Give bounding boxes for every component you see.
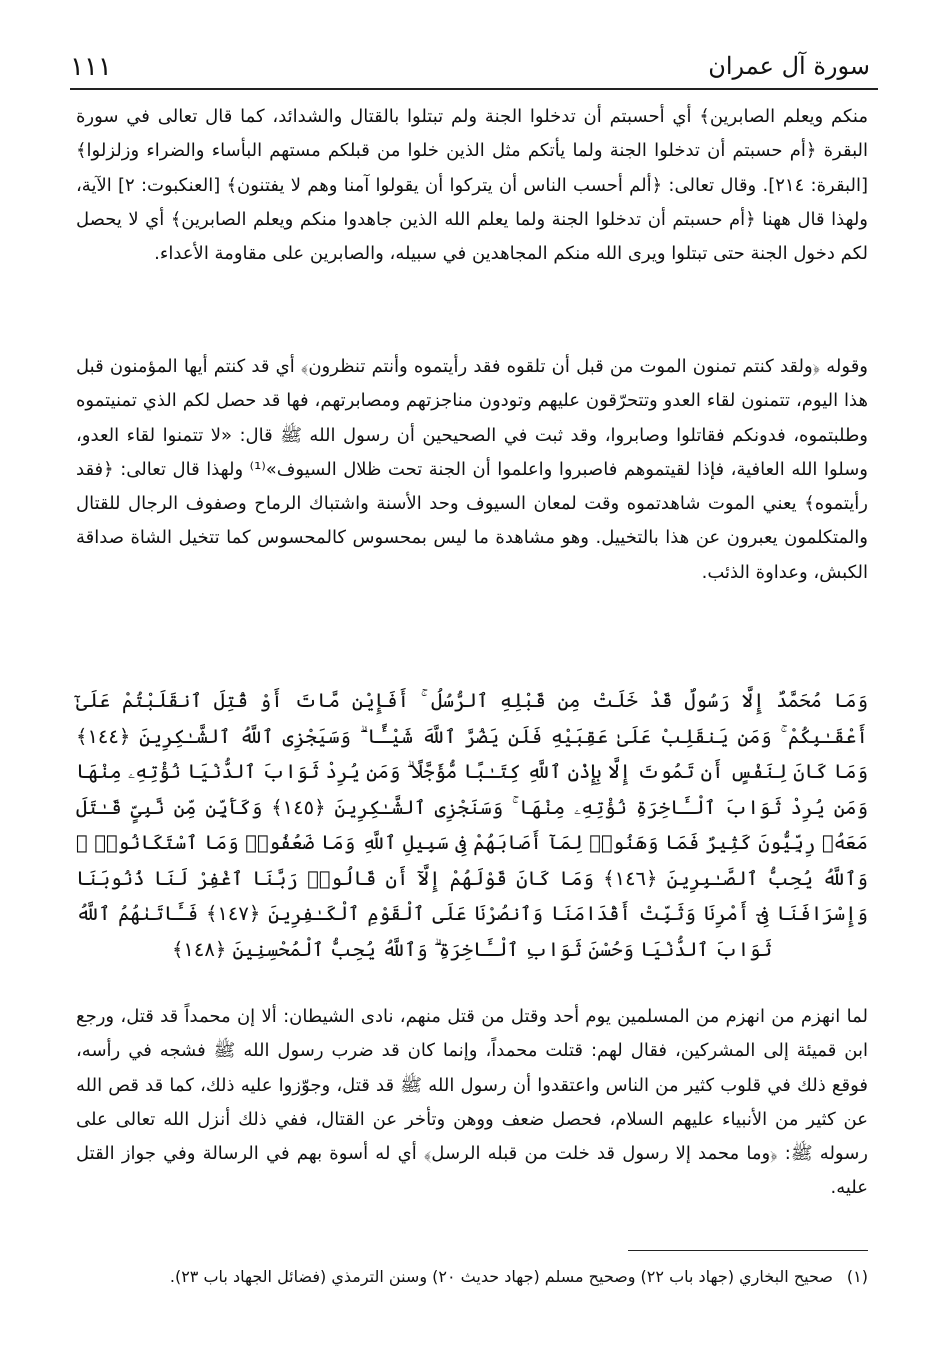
- surah-title: سورة آل عمران: [708, 52, 870, 80]
- paragraph-1-block: [76, 100, 868, 271]
- footnote: [76, 1262, 868, 1292]
- commentary-paragraph-1: منكم ويعلم الصابرين﴾ أي أحسبتم أن تدخلوا الجنة ولم تبتلوا بالقتال والشدائد، كما قال تعالى في سورة البقرة ﴿أم حسبتم أن تدخلوا الجنة ولما يأتكم مثل الذين خلوا من قبلكم مستهم البأساء والضراء وزلزلوا﴾ [البقرة: ٢١٤]. وقال تعالى: ﴿ألم أحسب الناس أن يتركوا أن يقولوا آمنا وهم لا يفتنون﴾ [العنكبوت: ٢] الآية، ولهذا قال ههنا ﴿أم حسبتم أن تدخلوا الجنة ولما يعلم الله الذين جاهدوا منكم ويعلم الصابرين﴾ أي لا يحصل لكم دخول الجنة حتى تبتلوا ويرى الله منكم المجاهدين في سبيله، والصابرين على مقاومة الأعداء.: [76, 106, 868, 265]
- page-number: ١١١: [70, 52, 112, 82]
- quran-verses-text: وَمَا مُحَمَّدٌ إِلَّا رَسُولٌ قَدْ خَلَتْ مِن قَبْلِهِ ٱلرُّسُلُ ۚ أَفَإِيْن مَّاتَ أَوْ قُتِلَ ٱنقَلَبْتُمْ عَلَىٰٓ أَعْقَـٰبِكُمْ ۚ وَمَن يَنقَلِبْ عَلَىٰ عَقِبَيْهِ فَلَن يَضُرَّ ٱللَّهَ شَيْـًٔا ۗ وَسَيَجْزِى ٱللَّهُ ٱلشَّـٰكِرِينَ ﴿١٤٤﴾ وَمَا كَانَ لِنَفْسٍ أَن تَمُوتَ إِلَّا بِإِذْنِ ٱللَّهِ كِتَـٰبًا مُّؤَجَّلًا ۗ وَمَن يُرِدْ ثَوَابَ ٱلدُّنْيَا نُؤْتِهِۦ مِنْهَا وَمَن يُرِدْ ثَوَابَ ٱلْـَٔاخِرَةِ نُؤْتِهِۦ مِنْهَا ۚ وَسَنَجْزِى ٱلشَّـٰكِرِينَ ﴿١٤٥﴾ وَكَأَيِّن مِّن نَّبِىٍّ قَـٰتَلَ مَعَهُۥ رِبِّيُّونَ كَثِيرٌ فَمَا وَهَنُوا۟ لِمَآ أَصَابَهُمْ فِى سَبِيلِ ٱللَّهِ وَمَا ضَعُفُوا۟ وَمَا ٱسْتَكَانُوا۟ ۗ وَٱللَّهُ يُحِبُّ ٱلصَّـٰبِرِينَ ﴿١٤٦﴾ وَمَا كَانَ قَوْلَهُمْ إِلَّآ أَن قَالُوا۟ رَبَّنَا ٱغْفِرْ لَنَا ذُنُوبَنَا وَإِسْرَافَنَا فِىٓ أَمْرِنَا وَثَبِّتْ أَقْدَامَنَا وَٱنصُرْنَا عَلَى ٱلْقَوْمِ ٱلْكَـٰفِرِينَ ﴿١٤٧﴾ فَـَٔاتَىٰهُمُ ٱللَّهُ ثَوَابَ ٱلدُّنْيَا وَحُسْنَ ثَوَابِ ٱلْـَٔاخِرَةِ ۗ وَٱللَّهُ يُحِبُّ ٱلْمُحْسِنِينَ ﴿١٤٨﴾: [76, 689, 868, 961]
- commentary-paragraph-3: لما انهزم من انهزم من المسلمين يوم أحد وقتل من قتل منهم، نادى الشيطان: ألا إن محمداً قد قتل، ورجع ابن قميئة إلى المشركين، فقال لهم: قتلت محمداً، وإنما كان قد ضرب رسول الله ﷺ فشجه في رأسه، فوقع ذلك في قلوب كثير من الناس واعتقدوا أن رسول الله ﷺ قد قتل، وجوّزوا عليه ذلك، كما قد قص الله عن كثير من الأنبياء عليهم السلام، فحصل ضعف ووهن وتأخر عن القتال، ففي ذلك أنزل الله تعالى على رسوله ﷺ: ﴿وما محمد إلا رسول قد خلت من قبله الرسل﴾ أي له أسوة بهم في الرسالة وفي جواز القتل عليه.: [76, 1006, 868, 1199]
- footnote-text: صحيح البخاري (جهاد باب ٢٢) وصحيح مسلم (جهاد حديث ٢٠) وسنن الترمذي (فضائل الجهاد باب ٢٣).: [169, 1267, 833, 1286]
- paragraph-2-block: [76, 350, 868, 590]
- page-header: [70, 50, 878, 90]
- paragraph-3-block: [76, 1000, 868, 1206]
- quran-verses-block: [76, 683, 868, 967]
- header-divider: [70, 88, 878, 90]
- commentary-paragraph-2: وقوله ﴿ولقد كنتم تمنون الموت من قبل أن تلقوه فقد رأيتموه وأنتم تنظرون﴾ أي قد كنتم أيها المؤمنون قبل هذا اليوم، تتمنون لقاء العدو وتتحرّقون عليهم وتودون مناجزتهم ومصابرتهم، فها قد حصل لكم الذي تمنيتموه وطلبتموه، فدونكم فقاتلوا وصابروا، وقد ثبت في الصحيحين أن رسول الله ﷺ قال: «لا تتمنوا لقاء العدو، وسلوا الله العافية، فإذا لقيتموهم فاصبروا واعلموا أن الجنة تحت ظلال السيوف»⁽¹⁾ ولهذا قال تعالى: ﴿فقد رأيتموه﴾ يعني الموت شاهدتموه وقت لمعان السيوف وحد الأسنة واشتباك الرماح وصفوف الرجال للقتال والمتكلمون يعبرون عن هذا بالتخييل. وهو مشاهدة ما ليس بمحسوس كالمحسوس كما تتخيل الشاة صداقة الكبش، وعداوة الذئب.: [76, 356, 869, 583]
- footnote-number: (١): [846, 1267, 868, 1286]
- footnote-divider: [628, 1250, 868, 1251]
